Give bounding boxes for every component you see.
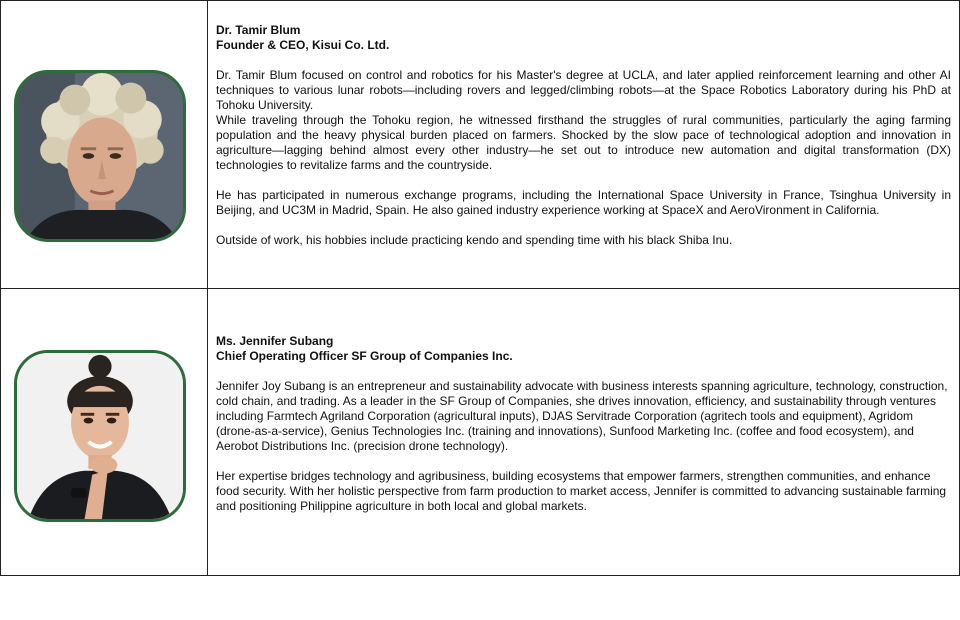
portrait-photo-tamir <box>14 70 186 242</box>
bio-text-cell <box>216 1 951 311</box>
bio-paragraph: Jennifer Joy Subang is an entrepreneur and sustainability advocate with business interests spanning agriculture, technology, construction, cold chain, and trading. As a leader in the SF Group of Companies, she drives innovation, efficiency, and sustainability through ventures including Farmtech Agriland Corporation (agricultural inputs), DJAS Servitrade Corporation (agritech tools and equipment), Agridom (drone-as-a-service), Genius Technologies Inc. (training and innovations), Sunfood Marketing Inc. (coffee and food ecosystem), and Aerobot Distributions Inc. (precision drone technology). <box>216 379 948 453</box>
bio-paragraph: Dr. Tamir Blum focused on control and robotics for his Master's degree at UCLA, and later applied reinforcement learning and other AI techniques to various lunar robots—including rovers and legged/climbing robots—at the Space Robotics Laboratory during his PhD at Tohoku University. <box>216 68 951 112</box>
bio-text-cell <box>216 289 951 620</box>
person-name: Ms. Jennifer Subang <box>216 334 334 348</box>
person-title: Chief Operating Officer SF Group of Companies Inc. <box>216 349 513 363</box>
bio-paragraph: Outside of work, his hobbies include practicing kendo and spending time with his black Shiba Inu. <box>216 233 733 247</box>
photo-cell <box>1 289 208 575</box>
person-title: Founder & CEO, Kisui Co. Ltd. <box>216 38 390 52</box>
bio-paragraph: He has participated in numerous exchange programs, including the International Space University in France, Tsinghua University in Beijing, and UC3M in Madrid, Spain. He also gained industry experience working at SpaceX and AeroVironment in California. <box>216 188 951 217</box>
portrait-illustration <box>17 353 183 519</box>
portrait-photo-jennifer <box>14 350 186 522</box>
photo-cell <box>1 1 208 289</box>
bio-paragraph: While traveling through the Tohoku region, he witnessed firsthand the struggles of rural communities, particularly the aging farming population and the heavy physical burden placed on farmers. Shocked by the slow pace of technological adoption and innovation in agriculture—lagging behind almost every other industry—he set out to introduce new automation and digital transformation (DX) technologies to revitalize farms and the countryside. <box>216 113 951 172</box>
bio-row-tamir <box>0 0 960 289</box>
person-name: Dr. Tamir Blum <box>216 23 301 37</box>
portrait-illustration <box>17 73 183 239</box>
bio-paragraph: Her expertise bridges technology and agribusiness, building ecosystems that empower farmers, strengthen communities, and enhance food security. With her holistic perspective from farm production to market access, Jennifer is committed to advancing sustainable farming and positioning Philippine agriculture in both local and global markets. <box>216 469 947 513</box>
bio-row-jennifer <box>0 288 960 576</box>
